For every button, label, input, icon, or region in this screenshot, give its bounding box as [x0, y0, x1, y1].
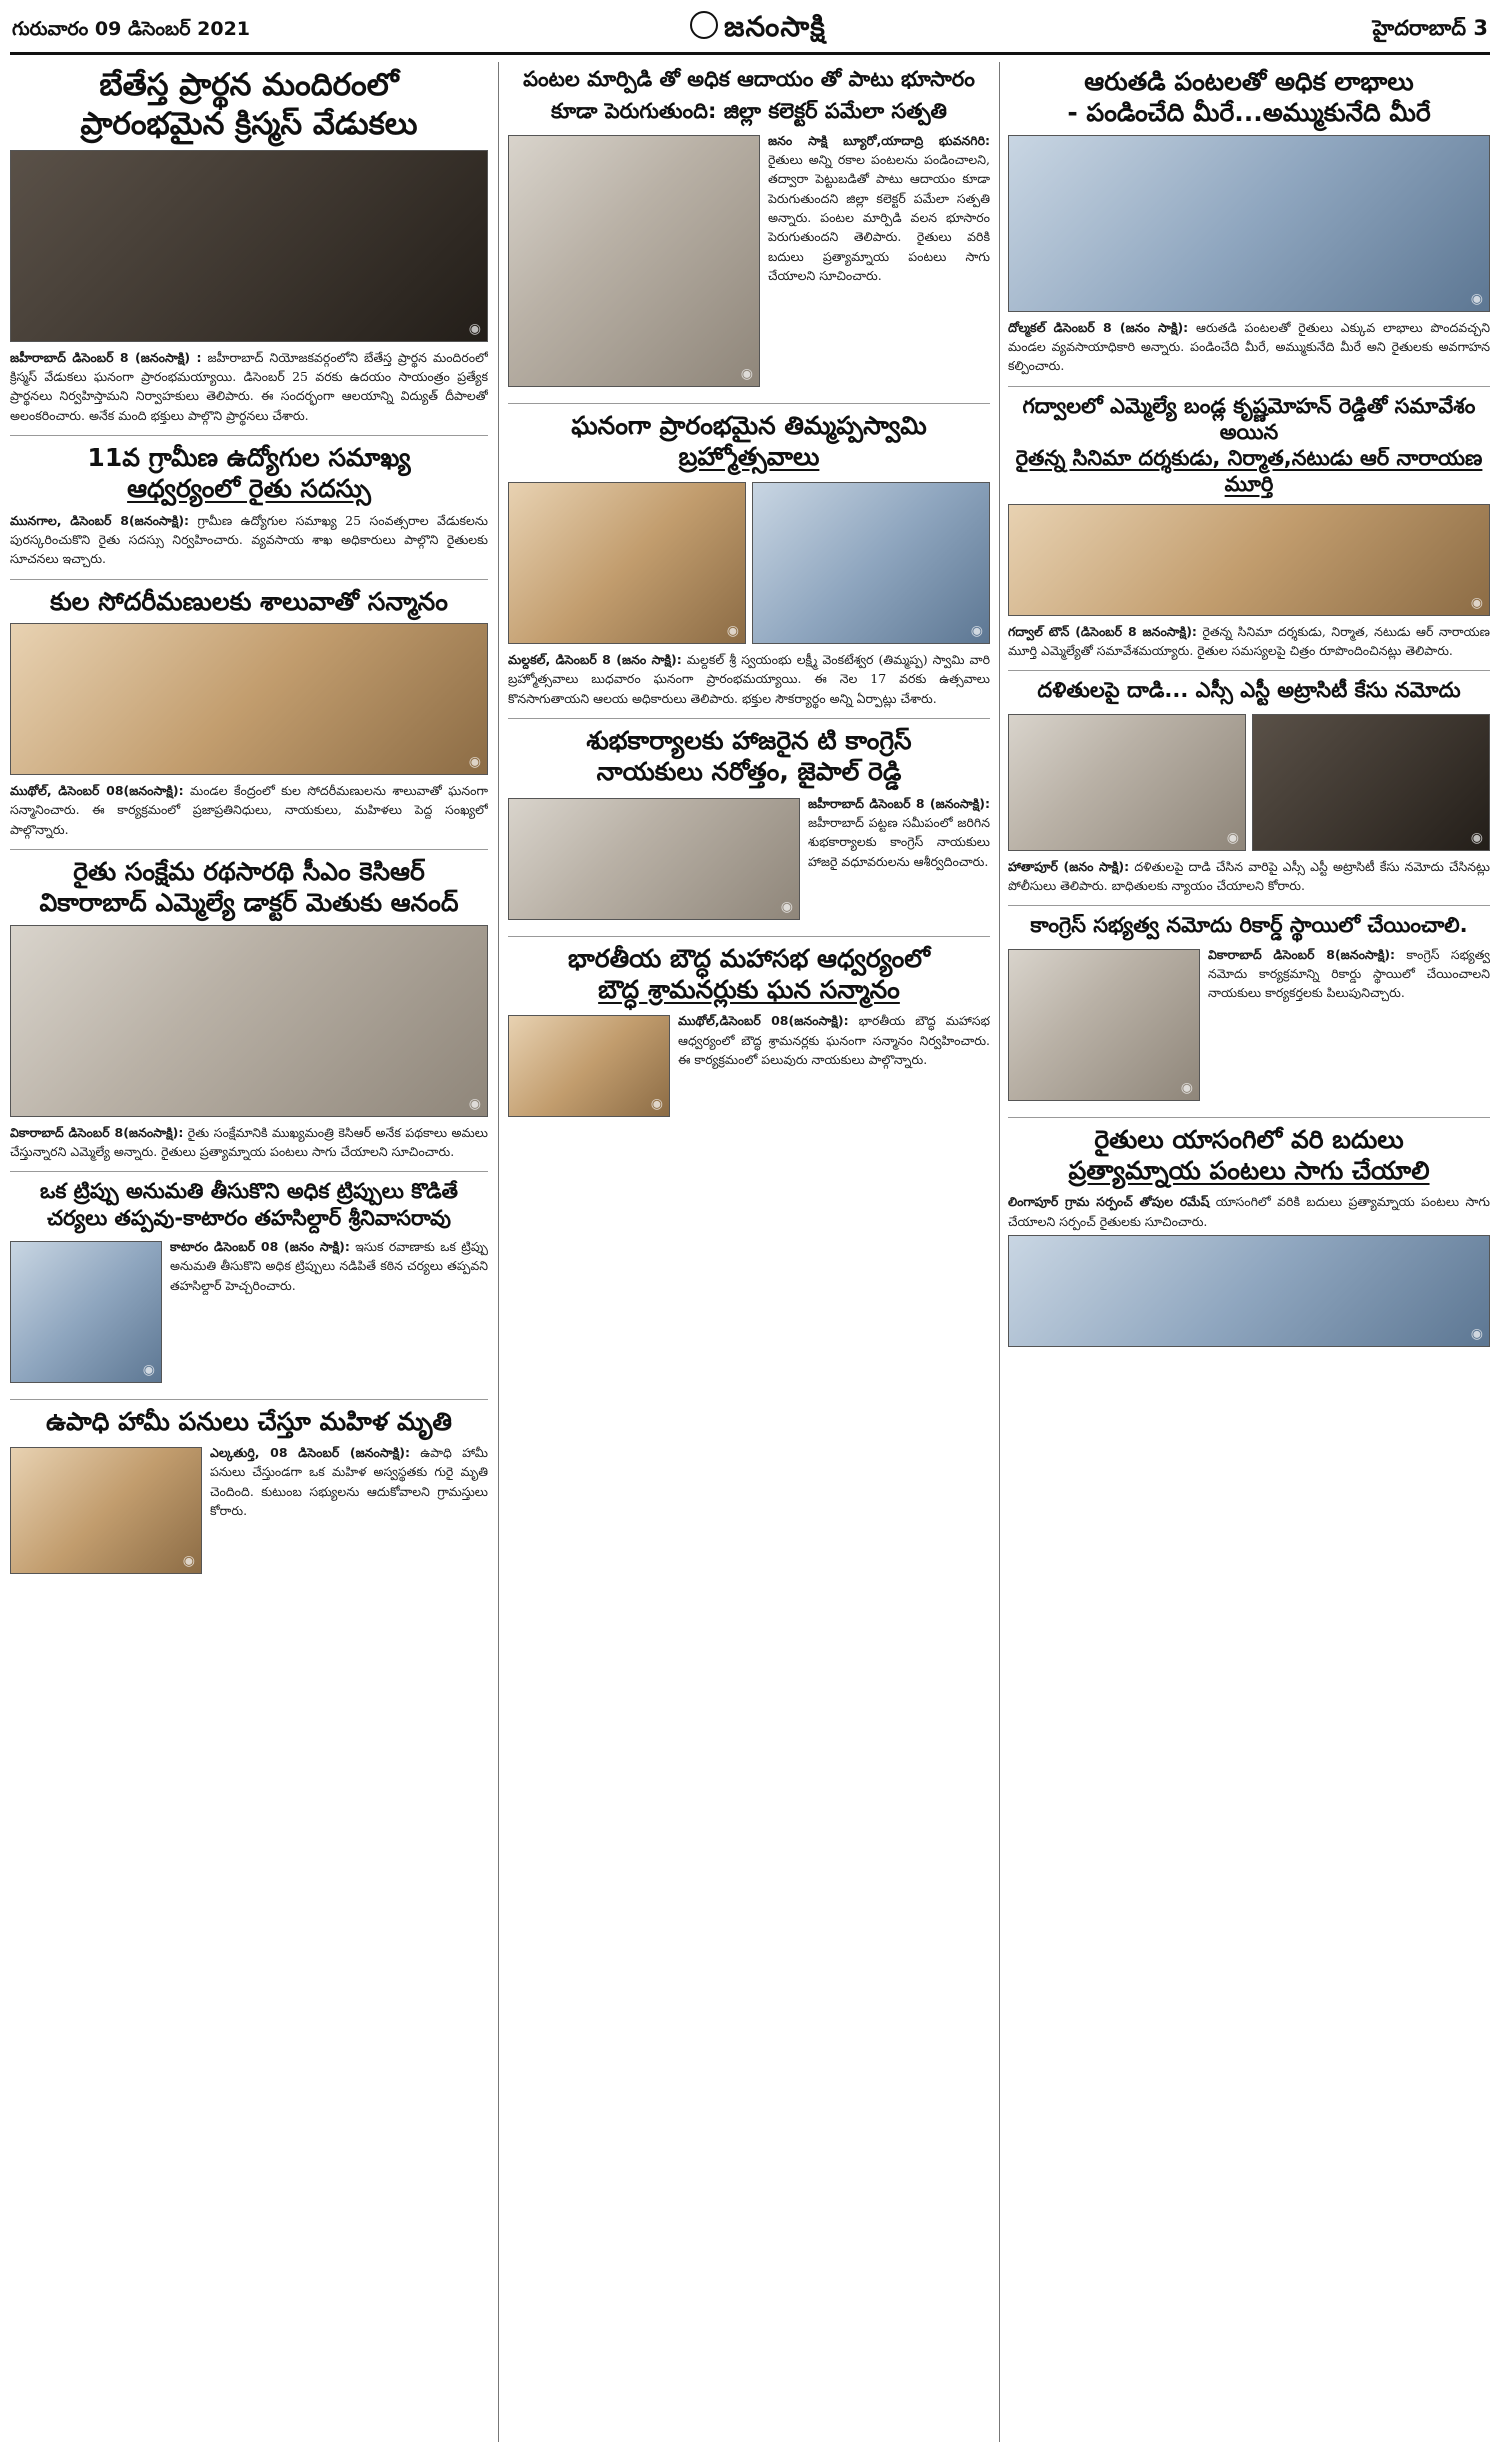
story-body: ముథోల్,డిసెంబర్ 08(జనంసాక్షి): భారతీయ బౌద్ధ మహాసభ ఆధ్వర్యంలో బౌద్ధ శ్రామనర్లకు ఘనంగా సన్మానం నిర్వహించారు. ఈ కార్యక్రమంలో పలువురు నాయకులు పాల్గొన్నారు. [678, 1013, 990, 1067]
story-headline: రైతులు యాసంగిలో వరి బదులు ప్రత్యామ్నాయ పంటలు సాగు చేయాలి [1068, 1124, 1430, 1185]
story-body: కాటారం డిసెంబర్ 08 (జనం సాక్షి): ఇసుక రవాణాకు ఒక ట్రిప్పు అనుమతి తీసుకొని అధిక ట్రిప్పులు నడిపితే కఠిన చర్యలు తప్పవని తహసిల్దార్ హెచ్చరించారు. [170, 1238, 488, 1293]
story-brahmotsavam [508, 410, 990, 709]
photo-icon: ◉ [468, 320, 481, 337]
story-headline: పంటల మార్పిడి తో అధిక ఆదాయం తో పాటు భూసారం [523, 67, 975, 91]
story-photo [1008, 135, 1490, 312]
story-photo [508, 482, 746, 644]
story-body: ముథోల్, డిసెంబర్ 08(జనంసాక్షి): మండల కేంద్రంలో కుల సోదరీమణులను శాలువాతో ఘనంగా సన్మానించారు. ఈ కార్యక్రమంలో ప్రజాప్రతినిధులు, నాయకులు, మహిళలు పెద్ద సంఖ్యలో పాల్గొన్నారు. [10, 782, 488, 837]
story-congress-leaders [508, 725, 990, 926]
story-divider [10, 579, 488, 580]
story-body: వికారాబాద్ డిసెంబర్ 8(జనంసాక్షి): కాంగ్రెస్ సభ్యత్వ నమోదు కార్యక్రమాన్ని రికార్డు స్థాయిలో చేయించాలని నాయకులు కార్యకర్తలకు పిలుపునిచ్చారు. [1208, 946, 1490, 1001]
story-body: జహీరాబాద్ డిసెంబర్ 8 (జనంసాక్షి): జహీరాబాద్ పట్టణ సమీపంలో జరిగిన శుభకార్యాలకు కాంగ్రెస్ నాయకులు హాజరై వధూవరులను ఆశీర్వదించారు. [808, 795, 990, 869]
story-crop-rotation [508, 66, 990, 393]
story-headline: ఆరుతడి పంటలతో అధిక లాభాలు - పండించేది మీరే...అమ్ముకునేది మీరే [1067, 67, 1431, 128]
photo-icon: ◉ [970, 623, 983, 639]
story-divider [1008, 386, 1490, 387]
story-photo [10, 623, 488, 775]
story-body: జహీరాబాద్ డిసెంబర్ 8 (జనంసాక్షి) : జహీరాబాద్ నియోజకవర్గంలోని బేతేస్త ప్రార్థన మందిరంలో క్రిస్మస్ వేడుకలు ఘనంగా ప్రారంభమయ్యాయి. డిసెంబర్ 25 వరకు ఉదయం సాయంత్రం ప్రత్యేక ప్రార్థనలు నిర్వహిస్తామని నిర్వాహకులు తెలిపారు. ఈ సందర్భంగా ఆలయాన్ని విద్యుత్ దీపాలతో అలంకరించారు. అనేక మంది భక్తులు పాల్గొని ప్రార్థనలు చేశారు. [10, 349, 488, 423]
photo-icon: ◉ [1470, 829, 1483, 846]
photo-icon: ◉ [182, 1553, 195, 1569]
story-congress-membership [1008, 912, 1490, 1106]
story-narayana-murthy [1008, 393, 1490, 661]
newspaper-brand [690, 10, 826, 50]
story-photo [508, 135, 760, 387]
story-kcr-welfare [10, 856, 488, 1161]
photo-icon: ◉ [650, 1096, 663, 1113]
story-photo [10, 1447, 202, 1574]
photo-icon: ◉ [1226, 829, 1239, 846]
photo-icon: ◉ [740, 365, 753, 382]
column-center [508, 62, 990, 2442]
column-right [1008, 62, 1490, 2442]
photo-icon: ◉ [142, 1361, 155, 1378]
story-headline: కాంగ్రెస్ సభ్యత్వ నమోదు రికార్డ్ స్థాయిలో చేయించాలి. [1030, 913, 1468, 938]
story-divider [1008, 905, 1490, 906]
story-headline: కుల సోదరీమణులకు శాలువాతో సన్మానం [50, 586, 448, 616]
photo-icon: ◉ [726, 623, 739, 639]
story-photo [1252, 714, 1490, 851]
story-headline: బేతేస్త ప్రార్థన మందిరంలో ప్రారంభమైన క్రిస్మస్ వేడుకలు [80, 67, 418, 142]
story-photo-pair [508, 478, 990, 650]
story-divider [10, 849, 488, 850]
column-left [10, 62, 488, 2442]
story-body: వికారాబాద్ డిసెంబర్ 8(జనంసాక్షి): రైతు సంక్షేమానికి ముఖ్యమంత్రి కెసిఆర్ అనేక పథకాలు అమలు చేస్తున్నారని ఎమ్మెల్యే అన్నారు. రైతులు ప్రత్యామ్నాయ పంటలు సాగు చేయాలని సూచించారు. [10, 1124, 488, 1159]
story-divider [10, 1399, 488, 1400]
story-photo [1008, 1235, 1490, 1347]
story-dry-crops [1008, 66, 1490, 376]
column-divider [999, 62, 1000, 2442]
story-woman-death [10, 1406, 488, 1580]
story-headline: గద్వాలలో ఎమ్మెల్యే బండ్ల కృష్ణమోహన్ రెడ్డితో సమావేశం అయిన రైతన్న సినిమా దర్శకుడు, నిర్మాత,నటుడు ఆర్ నారాయణ మూర్తి [1015, 393, 1483, 497]
story-photo [752, 482, 990, 644]
story-body: జనం సాక్షి బ్యూరో,యాదాద్రి భువనగిరి: రైతులు అన్ని రకాల పంటలను పండించాలని, తద్వారా పెట్టుబడితో పాటు ఆదాయం కూడా పెరుగుతుందని జిల్లా కలెక్టర్ పమేలా సత్పతి అన్నారు. పంటల మార్పిడి వలన భూసారం పెరుగుతుందని తెలిపారు. రైతులు వరికి బదులు ప్రత్యామ్నాయ పంటలు సాగు చేయాలని సూచించారు. [768, 132, 990, 284]
story-divider [508, 403, 990, 404]
photo-icon: ◉ [468, 753, 481, 770]
story-christmas [10, 66, 488, 425]
brand-name: జనంసాక్షి [724, 10, 826, 43]
story-photo [10, 150, 488, 342]
story-body: లింగాపూర్ గ్రామ సర్పంచ్ తోపుల రమేష్ యాసంగిలో వరికి బదులు ప్రత్యామ్నాయ పంటలు సాగు చేయాలని సర్పంచ్ రైతులకు సూచించారు. [1008, 1194, 1490, 1229]
story-divider [508, 936, 990, 937]
story-headline: ఘనంగా ప్రారంభమైన తిమ్మప్పస్వామి బ్రహ్మోత్సవాలు [571, 410, 927, 471]
story-buddhist [508, 943, 990, 1124]
photo-icon: ◉ [780, 898, 793, 915]
story-headline: రైతు సంక్షేమ రథసారథి సీఎం కెసిఆర్ వికారాబాద్ ఎమ్మెల్యే డాక్టర్ మెతుకు ఆనంద్ [39, 857, 459, 918]
story-headline: దళితులపై దాడి... ఎస్సీ ఎస్టీ అట్రాసిటీ కేసు నమోదు [1037, 678, 1461, 703]
story-photo [10, 1241, 162, 1383]
story-headline: ఉపాధి హామీ పనులు చేస్తూ మహిళ మృతి [46, 1406, 452, 1436]
story-body: హాతాపూర్ (జనం సాక్షి): దళితులపై దాడి చేసిన వారిపై ఎస్సీ ఎస్టీ అట్రాసిటీ కేసు నమోదు చేసినట్లు పోలీసులు తెలిపారు. బాధితులకు న్యాయం చేయాలని కోరారు. [1008, 858, 1490, 893]
story-body: దోల్మకల్ డిసెంబర్ 8 (జనం సాక్షి): ఆరుతడి పంటలతో రైతులు ఎక్కువ లాభాలు పొందవచ్చని మండల వ్యవసాయాధికారి అన్నారు. పండించేది మీరే, అమ్ముకునేది మీరే అని రైతులకు అవగాహన కల్పించారు. [1008, 319, 1490, 374]
story-photo [1008, 949, 1200, 1101]
story-atrocity-case [1008, 677, 1490, 895]
story-photo [1008, 504, 1490, 616]
story-alternate-crops [1008, 1124, 1490, 1347]
story-headline: భారతీయ బౌద్ధ మహాసభ ఆధ్వర్యంలో బౌద్ధ శ్రామనర్లుకు ఘన సన్మానం [567, 943, 931, 1004]
story-felicitation [10, 586, 488, 839]
story-body: గద్వాల్ టౌన్ (డిసెంబర్ 8 జనంసాక్షి): రైతన్న సినిమా దర్శకుడు, నిర్మాత, నటుడు ఆర్ నారాయణ మూర్తి ఎమ్మెల్యేతో సమావేశమయ్యారు. రైతుల సమస్యలపై చిత్రం రూపొందించినట్లు తెలిపారు. [1008, 623, 1490, 658]
story-divider [10, 1171, 488, 1172]
photo-icon: ◉ [1470, 594, 1483, 611]
photo-icon: ◉ [1470, 1325, 1483, 1342]
story-divider [508, 718, 990, 719]
story-photo [10, 925, 488, 1117]
story-headline: ఒక ట్రిప్పు అనుమతి తీసుకొని అధిక ట్రిప్పులు కొడితే చర్యలు తప్పవు-కాటారం తహసిల్దార్ శ్రీనివాసరావు [40, 1179, 458, 1230]
story-divider [1008, 670, 1490, 671]
story-subhead: కూడా పెరుగుతుంది: జిల్లా కలెక్టర్ పమేలా సత్పతి [551, 99, 947, 124]
story-divider [1008, 1117, 1490, 1118]
brand-logo-icon [690, 11, 718, 39]
masthead [10, 8, 1490, 55]
story-photo-pair [1008, 710, 1490, 857]
story-body: ఎల్కతుర్తి, 08 డిసెంబర్ (జనంసాక్షి): ఉపాధి హామీ పనులు చేస్తుండగా ఒక మహిళ అస్వస్థతకు గురై మృతి చెందింది. కుటుంబ సభ్యులను ఆదుకోవాలని గ్రామస్తులు కోరారు. [210, 1445, 488, 1519]
story-headline: శుభకార్యాలకు హాజరైన టి కాంగ్రెస్ నాయకులు నరోత్తం, జైపాల్ రెడ్డి [586, 726, 912, 787]
photo-icon: ◉ [1180, 1079, 1193, 1096]
story-farmers-meet [10, 442, 488, 569]
column-divider [498, 62, 499, 2442]
story-body: మల్దకల్, డిసెంబర్ 8 (జనం సాక్షి): మల్దకల్ శ్రీ స్వయంభు లక్ష్మీ వెంకటేశ్వర (తిమ్మప్ప) స్వామి వారి బ్రహ్మోత్సవాలు బుధవారం ఘనంగా ప్రారంభమయ్యాయి. ఈ నెల 17 వరకు ఉత్సవాలు కొనసాగుతాయని ఆలయ అధికారులు తెలిపారు. భక్తుల సౌకర్యార్థం అన్ని ఏర్పాట్లు చేశారు. [508, 652, 990, 706]
city-page: హైదరాబాద్ 3 [1372, 16, 1488, 40]
story-sand-trips [10, 1178, 488, 1389]
photo-icon: ◉ [1470, 290, 1483, 307]
story-photo [508, 798, 800, 920]
story-photo [508, 1015, 670, 1117]
story-body: మునగాల, డిసెంబర్ 8(జనంసాక్షి): గ్రామీణ ఉద్యోగుల సమాఖ్య 25 సంవత్సరాల వేడుకలను పురస్కరించుకొని రైతు సదస్సు నిర్వహించారు. వ్యవసాయ శాఖ అధికారులు పాల్గొని రైతులకు సూచనలు ఇచ్చారు. [10, 512, 488, 567]
story-headline: 11వ గ్రామీణ ఉద్యోగుల సమాఖ్య ఆధ్వర్యంలో రైతు సదస్సు [87, 443, 411, 504]
photo-icon: ◉ [468, 1095, 481, 1112]
story-divider [10, 435, 488, 436]
story-photo [1008, 714, 1246, 851]
issue-date: గురువారం 09 డిసెంబర్ 2021 [12, 18, 251, 40]
